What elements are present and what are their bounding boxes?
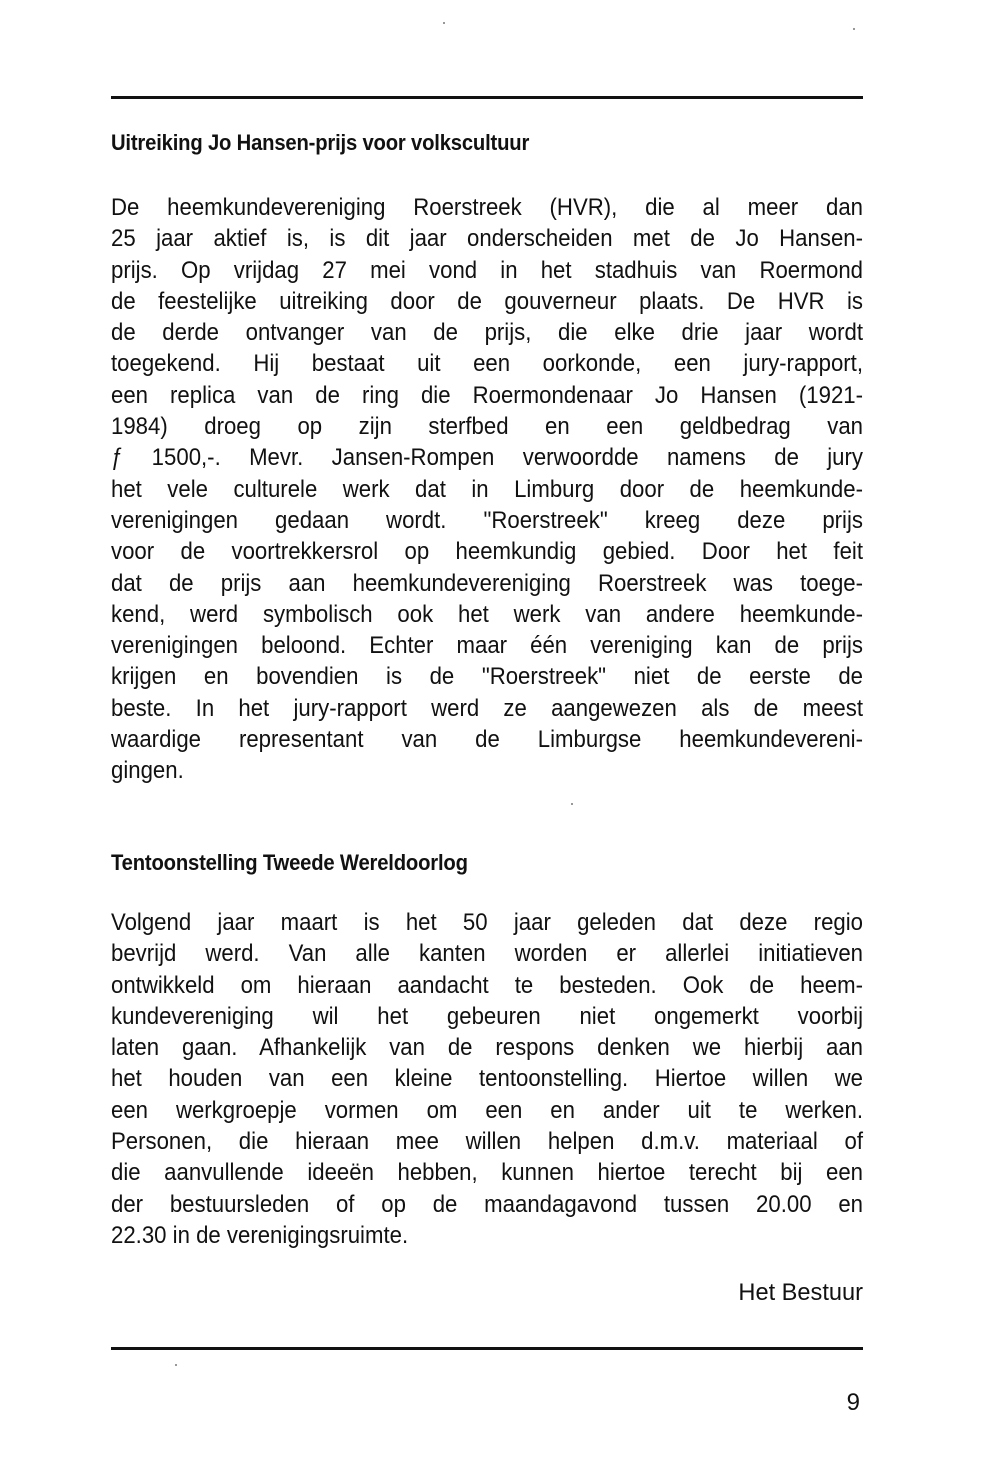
text-line: 25 jaar aktief is, is dit jaar onderscheiden met de Jo Hansen- <box>111 226 863 253</box>
section-title-prize: Uitreiking Jo Hansen-prijs voor volkscultuur <box>111 130 530 155</box>
signature: Het Bestuur <box>738 1280 863 1306</box>
section-body-prize <box>111 193 863 788</box>
bottom-divider <box>111 1347 863 1350</box>
text-line: toegekend. Hij bestaat uit een oorkonde, een jury-rapport, <box>111 351 863 378</box>
text-line: gingen. <box>111 758 184 785</box>
text-line: ontwikkeld om hieraan aandacht te besteden. Ook de heem- <box>111 972 863 999</box>
scan-speck <box>175 1364 177 1366</box>
text-line: waardige representant van de Limburgse heemkundevereni- <box>111 727 863 754</box>
text-line: voor de voortrekkersrol op heemkundig gebied. Door het feit <box>111 539 863 566</box>
text-line: krijgen en bovendien is de "Roerstreek" niet de eerste de <box>111 664 863 691</box>
text-line: prijs. Op vrijdag 27 mei vond in het stadhuis van Roermond <box>111 257 863 284</box>
text-line: kundevereniging wil het gebeuren niet ongemerkt voorbij <box>111 1003 863 1030</box>
section-body-exhibition <box>111 908 863 1252</box>
scan-speck <box>571 803 573 805</box>
text-line: beste. In het jury-rapport werd ze aangewezen als de meest <box>111 695 863 722</box>
text-line: het vele culturele werk dat in Limburg door de heemkunde- <box>111 476 863 503</box>
text-line: ƒ 1500,-. Mevr. Jansen-Rompen verwoordde namens de jury <box>111 445 863 472</box>
text-line: 22.30 in de verenigingsruimte. <box>111 1222 409 1249</box>
scan-speck <box>443 22 445 24</box>
text-line: de derde ontvanger van de prijs, die elke drie jaar wordt <box>111 320 863 347</box>
text-line: der bestuursleden of op de maandagavond tussen 20.00 en <box>111 1191 863 1218</box>
scan-speck <box>853 28 855 30</box>
text-line: een werkgroepje vormen om een en ander uit te werken. <box>111 1097 863 1124</box>
page-number: 9 <box>846 1389 860 1416</box>
text-line: Volgend jaar maart is het 50 jaar geleden dat deze regio <box>111 910 863 936</box>
text-line: laten gaan. Afhankelijk van de respons denken we hierbij aan <box>111 1035 863 1062</box>
text-line: de feestelijke uitreiking door de gouverneur plaats. De HVR is <box>111 288 863 315</box>
text-line: 1984) droeg op zijn sterfbed en een geldbedrag van <box>111 414 863 441</box>
text-line: Personen, die hieraan mee willen helpen d.m.v. materiaal of <box>111 1129 863 1156</box>
top-divider <box>111 96 863 99</box>
text-line: kend, werd symbolisch ook het werk van andere heemkunde- <box>111 601 863 628</box>
text-line: verenigingen beloond. Echter maar één vereniging kan de prijs <box>111 633 863 660</box>
text-line: verenigingen gedaan wordt. "Roerstreek" kreeg deze prijs <box>111 507 863 534</box>
text-line: die aanvullende ideeën hebben, kunnen hiertoe terecht bij een <box>111 1160 863 1187</box>
text-line: De heemkundevereniging Roerstreek (HVR), die al meer dan <box>111 195 863 221</box>
section-title-exhibition: Tentoonstelling Tweede Wereldoorlog <box>111 850 468 875</box>
text-line: bevrijd werd. Van alle kanten worden er allerlei initiatieven <box>111 941 863 968</box>
text-line: het houden van een kleine tentoonstelling. Hiertoe willen we <box>111 1066 863 1093</box>
text-line: een replica van de ring die Roermondenaar Jo Hansen (1921- <box>111 382 863 409</box>
text-line: dat de prijs aan heemkundevereniging Roerstreek was toege- <box>111 570 863 597</box>
